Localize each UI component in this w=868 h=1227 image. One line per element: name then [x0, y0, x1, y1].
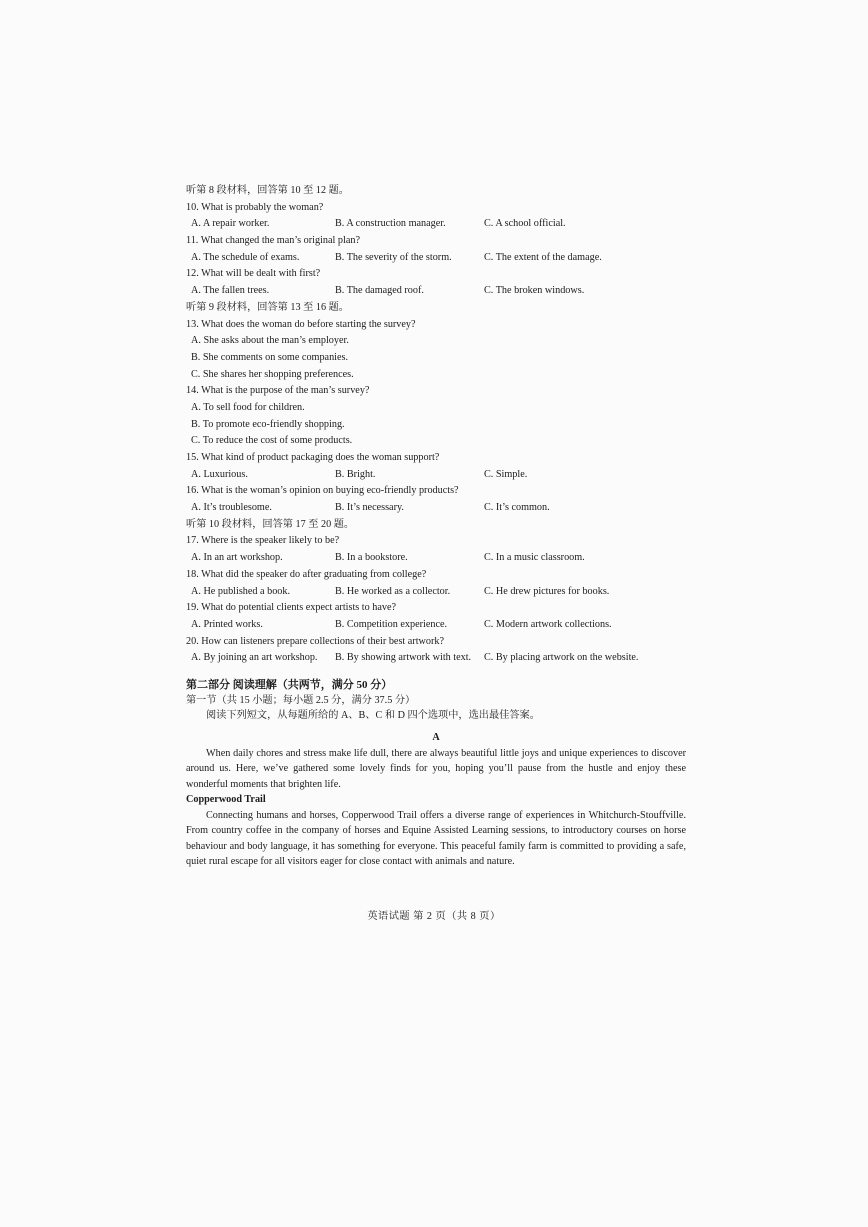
q13-option-a: A. She asks about the man’s employer.	[191, 335, 349, 347]
passage-intro: When daily chores and stress make life dull, there are always beautiful little joys and unique experiences to discover around us. Here, we’ve gathered some lovely finds for you, hoping you’ll pause from the hustle and enjoy these wonderful moments that brighten life.	[186, 747, 686, 790]
q16-option-b: B. It’s necessary.	[335, 502, 404, 514]
q11-option-c: C. The extent of the damage.	[484, 251, 602, 263]
q18-option-c: C. He drew pictures for books.	[484, 585, 610, 597]
reading-instruction: 阅读下列短文，从每题所给的 A、B、C 和 D 四个选项中，选出最佳答案。	[206, 709, 540, 721]
part-two-title: 第二部分 阅读理解（共两节，满分 50 分）	[186, 678, 393, 691]
q20-stem: 20. How can listeners prepare collections of their best artwork?	[186, 635, 444, 647]
q14-option-b: B. To promote eco-friendly shopping.	[191, 418, 345, 430]
q12-option-a: A. The fallen trees.	[191, 285, 270, 297]
passage-label: A	[432, 731, 440, 743]
q19-option-c: C. Modern artwork collections.	[484, 618, 612, 630]
q15-options	[186, 467, 686, 484]
q19-option-a: A. Printed works.	[191, 618, 263, 630]
q13-stem: 13. What does the woman do before starting the survey?	[186, 318, 416, 330]
q12-option-c: C. The broken windows.	[484, 285, 585, 297]
item-text: Connecting humans and horses, Copperwood Trail offers a diverse range of experiences in Whitchurch-Stouffville. From country coffee in the company of horses and Equine Assisted Learning sessions, to introductory courses on horse behaviour and body language, it has something for everyone. This peaceful family farm is committed to providing a safe, quiet rural escape for all visitors eager for close contact with animals and nature.	[186, 809, 686, 868]
q19-option-b: B. Competition experience.	[335, 618, 448, 630]
page-content	[186, 183, 686, 870]
q11-options	[186, 250, 686, 267]
q10-option-b: B. A construction manager.	[335, 218, 446, 230]
q12-stem: 12. What will be dealt with first?	[186, 268, 321, 280]
q17-option-c: C. In a music classroom.	[484, 552, 585, 564]
q16-options	[186, 500, 686, 517]
q16-option-c: C. It’s common.	[484, 502, 550, 514]
q14-option-c: C. To reduce the cost of some products.	[191, 435, 353, 447]
q15-option-a: A. Luxurious.	[191, 468, 248, 480]
page-footer: 英语试题 第 2 页（共 8 页）	[367, 911, 501, 922]
q11-stem: 11. What changed the man’s original plan?	[186, 235, 360, 247]
q20-option-c: C. By placing artwork on the website.	[484, 652, 639, 664]
q18-options	[186, 584, 686, 601]
q14-option-a: A. To sell food for children.	[191, 401, 305, 413]
q14-stem: 14. What is the purpose of the man’s survey?	[186, 385, 370, 397]
q11-option-b: B. The severity of the storm.	[335, 251, 452, 263]
item-title: Copperwood Trail	[186, 794, 266, 806]
q16-option-a: A. It’s troublesome.	[191, 502, 272, 514]
q10-options	[186, 216, 686, 233]
set8-header: 听第 8 段材料，回答第 10 至 12 题。	[186, 185, 349, 196]
q18-option-b: B. He worked as a collector.	[335, 585, 451, 597]
q20-option-a: A. By joining an art workshop.	[191, 652, 318, 664]
q10-stem: 10. What is probably the woman?	[186, 201, 324, 213]
q17-options	[186, 550, 686, 567]
q20-options	[186, 650, 686, 667]
q15-option-b: B. Bright.	[335, 468, 376, 480]
q17-stem: 17. Where is the speaker likely to be?	[186, 535, 340, 547]
q10-option-a: A. A repair worker.	[191, 218, 270, 230]
q17-option-b: B. In a bookstore.	[335, 552, 408, 564]
q17-option-a: A. In an art workshop.	[191, 552, 283, 564]
q12-option-b: B. The damaged roof.	[335, 285, 424, 297]
set10-header: 听第 10 段材料，回答第 17 至 20 题。	[186, 518, 355, 530]
set9-header: 听第 9 段材料，回答第 13 至 16 题。	[186, 301, 349, 313]
q13-option-c: C. She shares her shopping preferences.	[191, 368, 354, 380]
q15-option-c: C. Simple.	[484, 468, 528, 480]
q16-stem: 16. What is the woman’s opinion on buying eco-friendly products?	[186, 485, 459, 497]
q10-option-c: C. A school official.	[484, 218, 566, 230]
q19-options	[186, 617, 686, 634]
q12-options	[186, 283, 686, 300]
q13-option-b: B. She comments on some companies.	[191, 351, 349, 363]
q19-stem: 19. What do potential clients expect artists to have?	[186, 602, 397, 614]
q18-option-a: A. He published a book.	[191, 585, 291, 597]
q18-stem: 18. What did the speaker do after graduating from college?	[186, 568, 427, 580]
q20-option-b: B. By showing artwork with text.	[335, 652, 472, 664]
q15-stem: 15. What kind of product packaging does the woman support?	[186, 452, 440, 463]
section-one-title: 第一节（共 15 小题；每小题 2.5 分，满分 37.5 分）	[186, 694, 416, 706]
q11-option-a: A. The schedule of exams.	[191, 251, 300, 263]
